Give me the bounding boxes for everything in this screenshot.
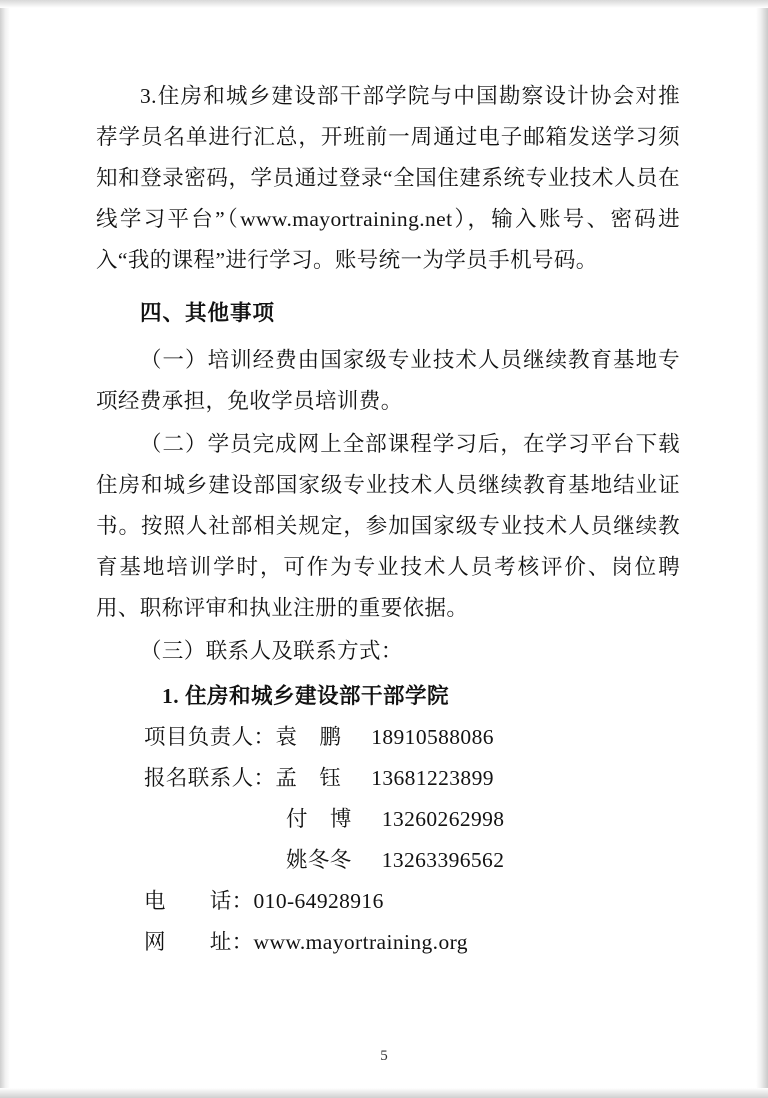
paragraph-item-one: （一）培训经费由国家级专业技术人员继续教育基地专项经费承担，免收学员培训费。	[96, 348, 680, 413]
scan-edge-right	[756, 0, 768, 1098]
contact-surname: 孟	[275, 766, 298, 790]
contact-surname: 付	[286, 807, 308, 831]
contact-phone: 13681223899	[371, 766, 494, 790]
contact-row-secondary-2	[96, 840, 680, 881]
scan-edge-bottom	[0, 1088, 768, 1098]
contact-label: 报名联系人：	[144, 766, 276, 790]
page-number: 5	[380, 1048, 388, 1064]
contact-row-project-lead	[96, 717, 680, 758]
scan-edge-top	[0, 0, 768, 8]
contact-givenname: 博	[329, 807, 352, 831]
paragraph-item-three: （三）联系人及联系方式：	[140, 639, 403, 663]
paragraph-item-two: （二）学员完成网上全部课程学习后，在学习平台下载住房和城乡建设部国家级专业技术人员继续教育基地结业证书。按照人社部相关规定，参加国家级专业技术人员继续教育基地培训学时，可作为专业技术人员考核评价、岗位聘用、职称评审和执业注册的重要依据。	[96, 432, 680, 620]
contact-surname: 姚冬冬	[286, 848, 352, 872]
contact-web-label: 网 址：	[144, 930, 254, 954]
contact-phone-line	[96, 881, 680, 922]
contact-surname: 袁	[275, 725, 298, 749]
contact-phone-label: 电 话：	[144, 889, 254, 913]
contact-phone: 18910588086	[371, 725, 494, 749]
contact-phone: 13263396562	[381, 848, 505, 872]
contact-label: 项目负责人：	[144, 725, 276, 749]
contact-row-registration	[96, 758, 680, 799]
contact-phone-value: 010-64928916	[253, 889, 384, 913]
document-body	[96, 76, 680, 963]
contact-org-heading: 1. 住房和城乡建设部干部学院	[162, 684, 450, 708]
scan-edge-left	[0, 0, 10, 1098]
section-heading: 四、其他事项	[140, 301, 276, 325]
contact-phone: 13260262998	[381, 807, 505, 831]
paragraph-item-3: 3.住房和城乡建设部干部学院与中国勘察设计协会对推荐学员名单进行汇总，开班前一周通过电子邮箱发送学习须知和登录密码，学员通过登录“全国住建系统专业技术人员在线学习平台”（www.mayortraining.net），输入账号、密码进入“我的课程”进行学习。账号统一为学员手机号码。	[96, 84, 680, 272]
contact-website-line	[96, 922, 680, 963]
contact-web-value: www.mayortraining.org	[253, 930, 468, 954]
contact-row-secondary-1	[96, 799, 680, 840]
contact-givenname: 钰	[319, 766, 342, 790]
contact-givenname: 鹏	[319, 725, 342, 749]
